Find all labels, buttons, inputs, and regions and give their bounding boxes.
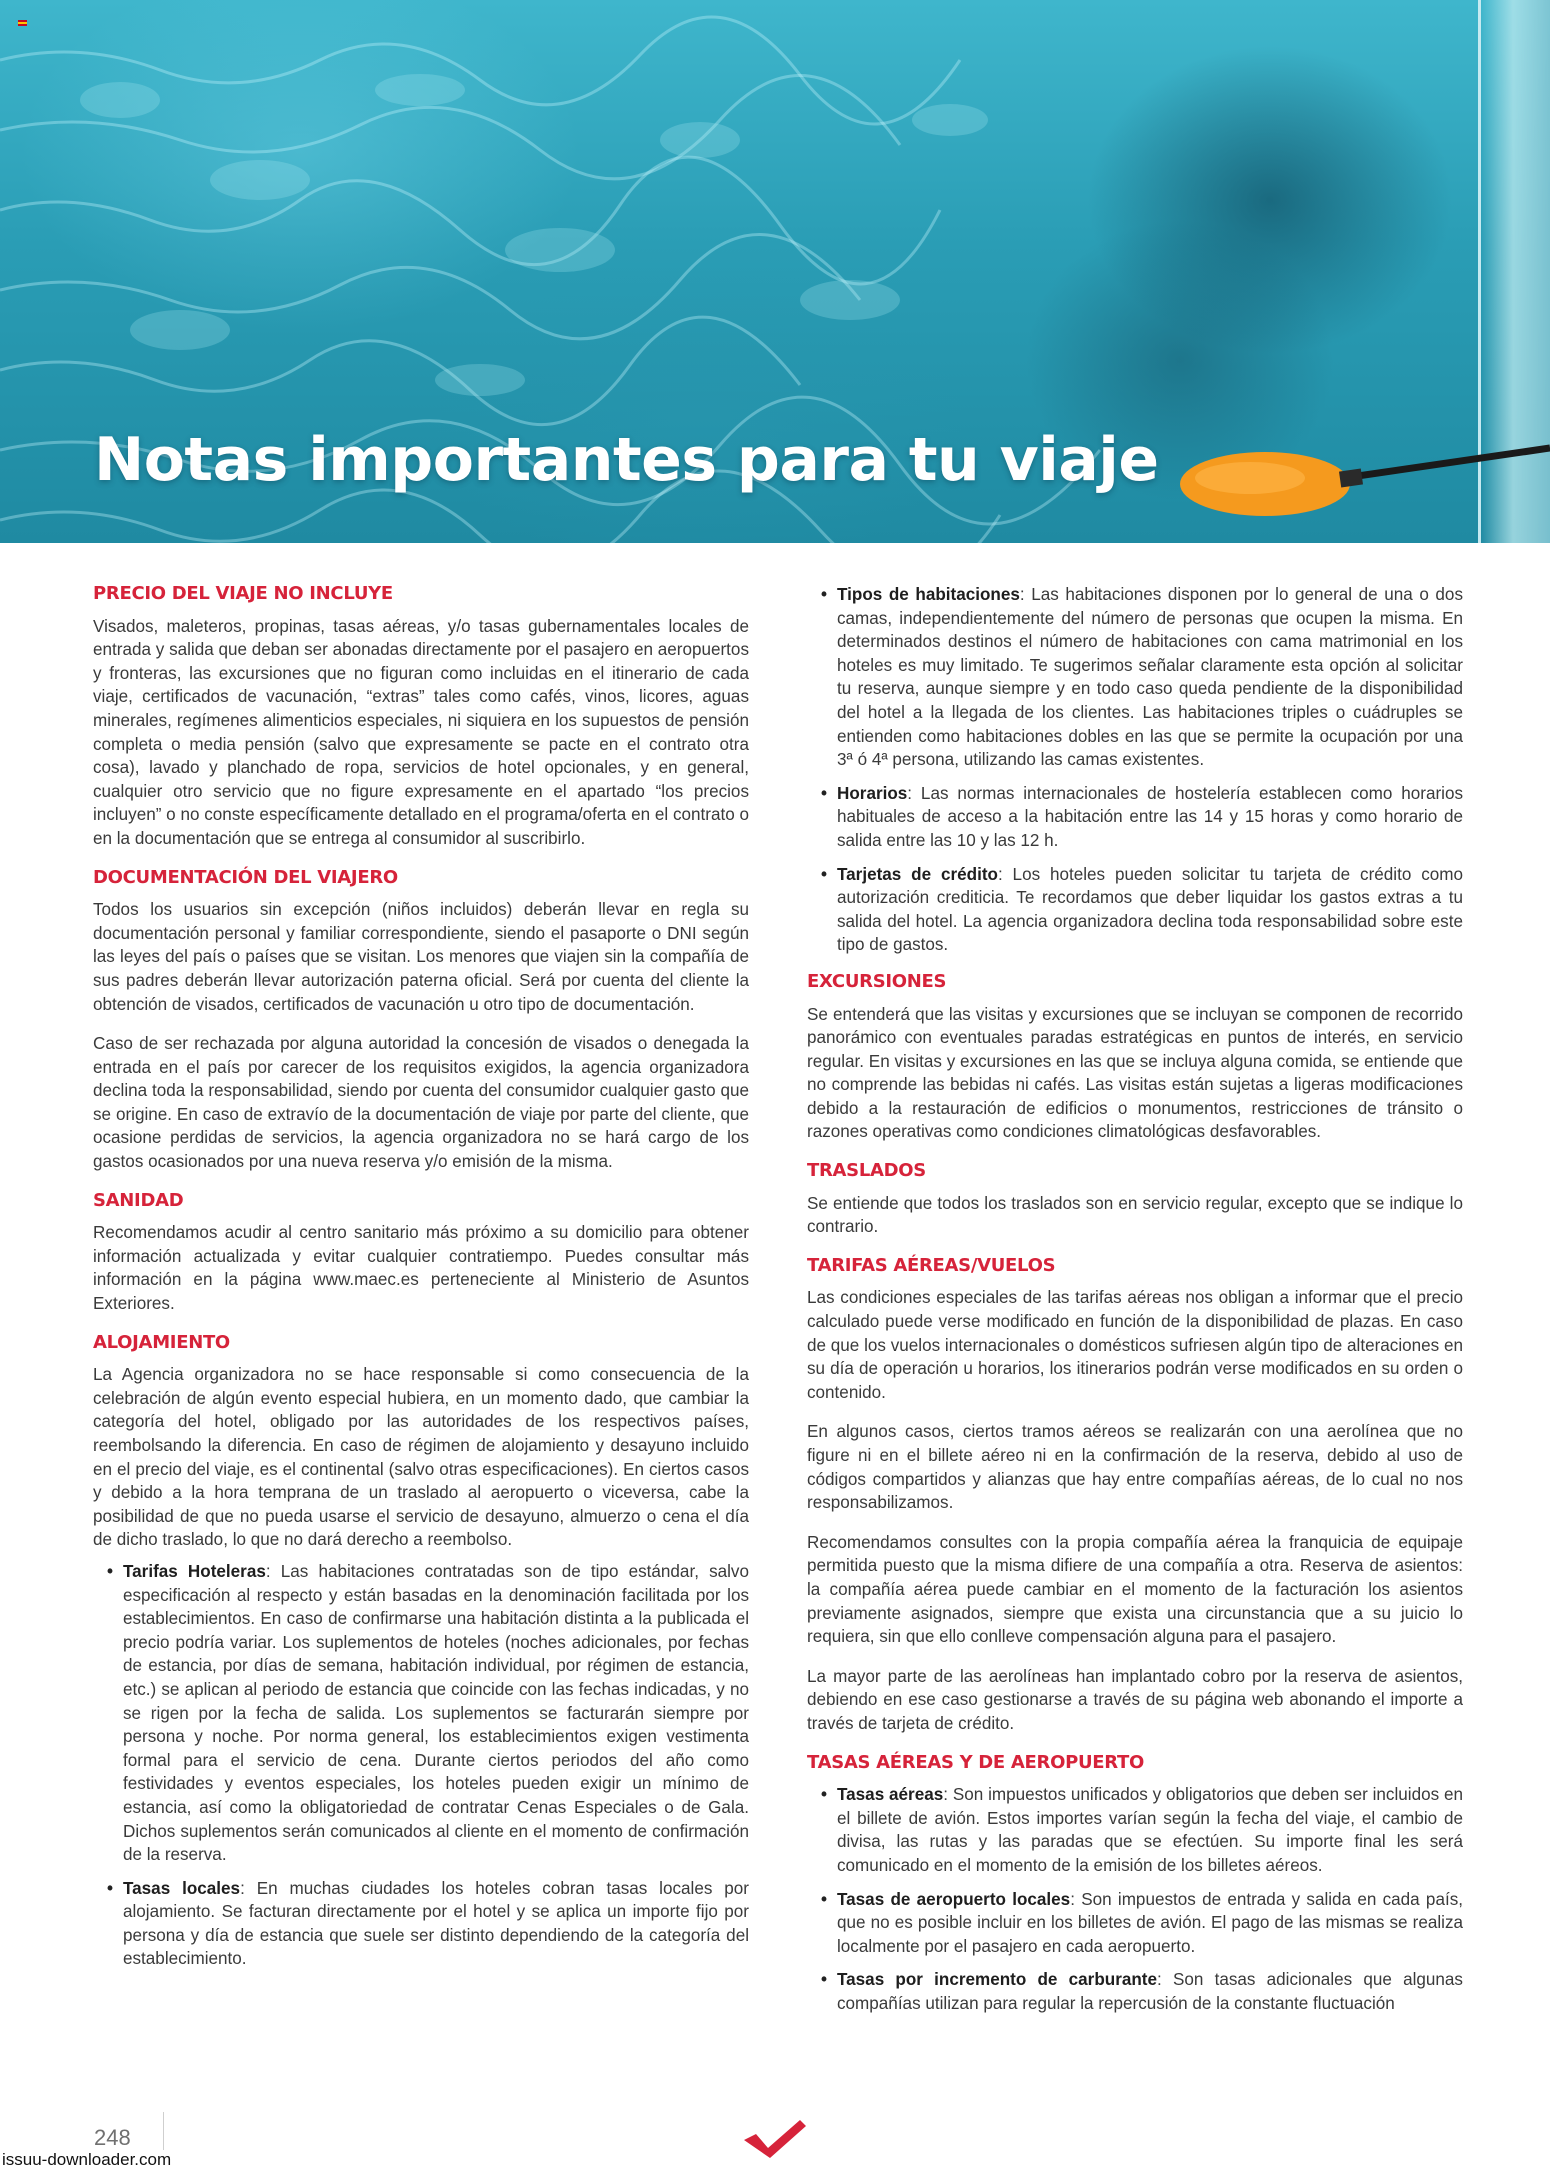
hero-banner	[0, 0, 1550, 543]
bullet-title: Horarios	[837, 783, 908, 803]
bullet-text: : Son impuestos de entrada y salida en cada país, que no es posible incluir en los billetes de avión. El pago de las mismas se realiza localmente por el pasajero en cada aeropuerto.	[837, 1889, 1463, 1956]
bullet-title: Tarjetas de crédito	[837, 864, 998, 884]
paragraph: La mayor parte de las aerolíneas han implantado cobro por la reserva de asientos, debiendo en ese caso gestionarse a través de su página web abonando el importe a través de tarjeta de crédito.	[807, 1666, 1463, 1733]
section-precio	[93, 583, 749, 851]
paragraph: Recomendamos acudir al centro sanitario más próximo a su domicilio para obtener información actualizada y evitar cualquier contratiempo. Puedes consultar más información en la página www.maec.es perteneciente al Ministerio de Asuntos Exteriores.	[93, 1223, 749, 1314]
bullet-list	[807, 583, 1463, 957]
list-item	[123, 1560, 749, 1867]
section-traslados	[807, 1160, 1463, 1239]
section-heading: EXCURSIONES	[807, 970, 947, 992]
page-title: Notas importantes para tu viaje	[94, 425, 1159, 495]
section-alojamiento	[93, 1332, 749, 1971]
left-column	[93, 583, 749, 1981]
watermark-text[interactable]: issuu-downloader.com	[2, 2150, 172, 2169]
section-tasas-aereas	[807, 1752, 1463, 2016]
section-heading: SANIDAD	[93, 1189, 184, 1211]
paragraph: Se entiende que todos los traslados son en servicio regular, excepto que se indique lo contrario.	[807, 1193, 1463, 1237]
section-heading: DOCUMENTACIÓN DEL VIAJERO	[93, 866, 398, 888]
bullet-text: : Son impuestos unificados y obligatorios que deben ser incluidos en el billete de avión. Estos importes varían según la fecha del viaje, el cambio de divisa, las rutas y las paradas que se efectúen. Su importe final les será comunicado en el momento de la emisión de los billetes aéreos.	[837, 1785, 1463, 1875]
paragraph: Las condiciones especiales de las tarifas aéreas nos obligan a informar que el precio calculado puede verse modificado en función de la disponibilidad de plazas. En caso de que los vuelos internacionales o domésticos sufriesen algún tipo de alteraciones en su día de operación u horarios, los itinerarios podrán verse modificados en su orden o contenido.	[807, 1288, 1463, 1402]
flag-icon	[18, 20, 27, 26]
bullet-text: : En muchas ciudades los hoteles cobran tasas locales por alojamiento. Se facturan directamente por el hotel y se aplica un importe fijo por persona y día de estancia que suele ser distinto dependiendo de la categoría del establecimiento.	[123, 1878, 749, 1969]
paragraph: Visados, maleteros, propinas, tasas aéreas, y/o tasas gubernamentales locales de entrada y salida que deban ser abonadas directamente por el pasajero en aeropuertos y fronteras, las excursiones que no figuran como incluidas en el itinerario de cada viaje, certificados de vacunación, “extras” tales como cafés, vinos, licores, aguas minerales, regímenes alimenticios especiales, ni siquiera en los supuestos de pensión completa o media pensión (salvo que expresamente se pacte en el contrato otra cosa), lavado y planchado de ropa, servicios de hotel opcionales, y en general, cualquier otro servicio que no figure expresamente en el apartado “los precios incluyen” o no conste específicamente detallado en el programa/oferta en el contrato o en la documentación que se entrega al consumidor al suscribirlo.	[93, 616, 749, 848]
list-item	[837, 1968, 1463, 2015]
bullet-text: : Las normas internacionales de hostelería establecen como horarios habituales de acceso a la habitación entre las 14 y 15 horas y como horario de salida entre las 10 y las 12 h.	[837, 783, 1463, 850]
right-column	[807, 583, 1463, 2025]
section-sanidad	[93, 1190, 749, 1316]
paragraph: Todos los usuarios sin excepción (niños incluidos) deberán llevar en regla su documentación personal y familiar correspondiente, siendo el pasaporte o DNI según las leyes del país o países que se visitan. Los menores que viajen sin la compañía de sus padres deberán llevar autorización paterna oficial. Será por cuenta del cliente la obtención de visados, certificados de vacunación u otro tipo de documentación.	[93, 900, 749, 1014]
list-item	[837, 782, 1463, 853]
section-heading: PRECIO DEL VIAJE NO INCLUYE	[93, 583, 393, 604]
bullet-text: : Las habitaciones contratadas son de tipo estándar, salvo especificación al respecto y están basadas en la denominación facilitada por los establecimientos. En caso de confirmarse una habitación distinta a la publicada el precio podría variar. Los suplementos de hoteles (noches adicionales, por fechas de estancia, por días de semana, habitación individual, por régimen de estancia, etc.) se aplican al periodo de estancia que coincide con las fechas indicadas, y no se rigen por la fecha de salida. Los suplementos se facturarán siempre por persona y noche. Por norma general, los establecimientos exigen vestimenta formal para el servicio de cena. Durante ciertos periodos del año como festividades y eventos especiales, los hoteles pueden exigir un mínimo de estancia, así como la obligatoriedad de contratar Cenas Especiales o de Gala. Dichos suplementos serán comunicados al cliente en el momento de confirmación de la reserva.	[123, 1561, 749, 1865]
section-heading: ALOJAMIENTO	[93, 1331, 230, 1353]
bullet-title: Tasas por incremento de carburante	[837, 1970, 1157, 1990]
page-number: 248	[94, 2125, 131, 2150]
paragraph: Se entenderá que las visitas y excursiones que se incluyan se componen de recorrido panorámico con eventuales paradas estratégicas en puntos de interés, en servicio regular. En visitas y excursiones en las que se incluya alguna comida, se entiende que no comprende las bebidas ni cafés. Las visitas están sujetas a ligeras modificaciones debido a la restauración de edificios o monumentos, restricciones de tránsito o razones operativas como condiciones climatológicas desfavorables.	[807, 1004, 1463, 1142]
checkmark-logo-icon	[742, 2118, 808, 2160]
list-item	[837, 863, 1463, 957]
paragraph: En algunos casos, ciertos tramos aéreos se realizarán con una aerolínea que no figure ni en el billete aéreo ni en la confirmación de la reserva, debido al uso de códigos compartidos y alianzas que hay entre compañías aéreas, de lo cual no nos responsabilizamos.	[807, 1422, 1463, 1513]
section-heading: TASAS AÉREAS Y DE AEROPUERTO	[807, 1751, 1145, 1773]
section-heading: TARIFAS AÉREAS/VUELOS	[807, 1254, 1056, 1276]
bullet-text: : Los hoteles pueden solicitar tu tarjeta de crédito como autorización crediticia. Te recordamos que deber liquidar los gastos extras a tu salida del hotel. La agencia organizadora declina toda responsabilidad sobre este tipo de gastos.	[837, 864, 1463, 955]
paragraph: Recomendamos consultes con la propia compañía aérea la franquicia de equipaje permitida puesto que la misma difiere de una compañía a otra. Reserva de asientos: la compañía aérea puede cambiar en el momento de la facturación los asientos previamente asignados, siempre que exista una circunstancia que a su juicio lo requiera, sin que ello conlleve compensación alguna para el pasajero.	[807, 1532, 1463, 1647]
bullet-title: Tipos de habitaciones	[837, 585, 1020, 604]
section-tarifas-aereas	[807, 1255, 1463, 1736]
section-heading: TRASLADOS	[807, 1160, 926, 1182]
paddle-icon	[1180, 440, 1550, 530]
bullet-list	[807, 1783, 1463, 2015]
section-documentacion	[93, 867, 749, 1174]
section-excursiones	[807, 971, 1463, 1144]
paragraph: La Agencia organizadora no se hace responsable si como consecuencia de la celebración de algún evento especial hubiera, en un momento dado, que cambiar la categoría del hotel, obligado por las autoridades de los respectivos países, reembolsando la diferencia. En caso de régimen de alojamiento y desayuno incluido en el precio del viaje, es el continental (salvo otras especificaciones). En ciertos casos y debido a la hora temprana de un traslado al aeropuerto o viceversa, cabe la posibilidad de que no pueda usarse el servicio de desayuno, almuerzo o cena el día de dicho traslado, lo que no dará derecho a reembolso.	[93, 1365, 749, 1550]
bullet-list	[93, 1560, 749, 1971]
bullet-title: Tasas locales	[123, 1878, 241, 1898]
bullet-text: : Son tasas adicionales que algunas compañías utilizan para regular la repercusión de la constante fluctuación	[837, 1970, 1463, 2013]
list-item	[123, 1877, 749, 1971]
bullet-title: Tasas de aeropuerto locales	[837, 1889, 1071, 1909]
list-item	[837, 583, 1463, 772]
list-item	[837, 1783, 1463, 1877]
bullet-title: Tarifas Hoteleras	[123, 1561, 266, 1581]
bullet-title: Tasas aéreas	[837, 1785, 944, 1805]
bullet-text: : Las habitaciones disponen por lo general de una o dos camas, independientemente del número de personas que ocupen la misma. En determinados destinos el número de habitaciones con cama matrimonial en los hoteles es muy limitado. Te sugerimos señalar claramente esta opción al solicitar tu reserva, aunque siempre y en todo caso queda pendiente de la disponibilidad del hotel a la llegada de los clientes. Las habitaciones triples o cuádruples se entienden como habitaciones dobles en las que se permite la ocupación por una 3ª ó 4ª persona, utilizando las camas existentes.	[837, 585, 1463, 770]
list-item	[837, 1888, 1463, 1959]
paragraph: Caso de ser rechazada por alguna autoridad la concesión de visados o denegada la entrada en el país por carecer de los requisitos exigidos, la agencia organizadora declina toda la responsabilidad, siendo por cuenta del consumidor cualquier gasto que se origine. En caso de extravío de la documentación de viaje por parte del cliente, que ocasione perdidas de servicios, la agencia organizadora no se hará cargo de los gastos ocasionados por una nueva reserva y/o emisión de la misma.	[93, 1034, 749, 1172]
